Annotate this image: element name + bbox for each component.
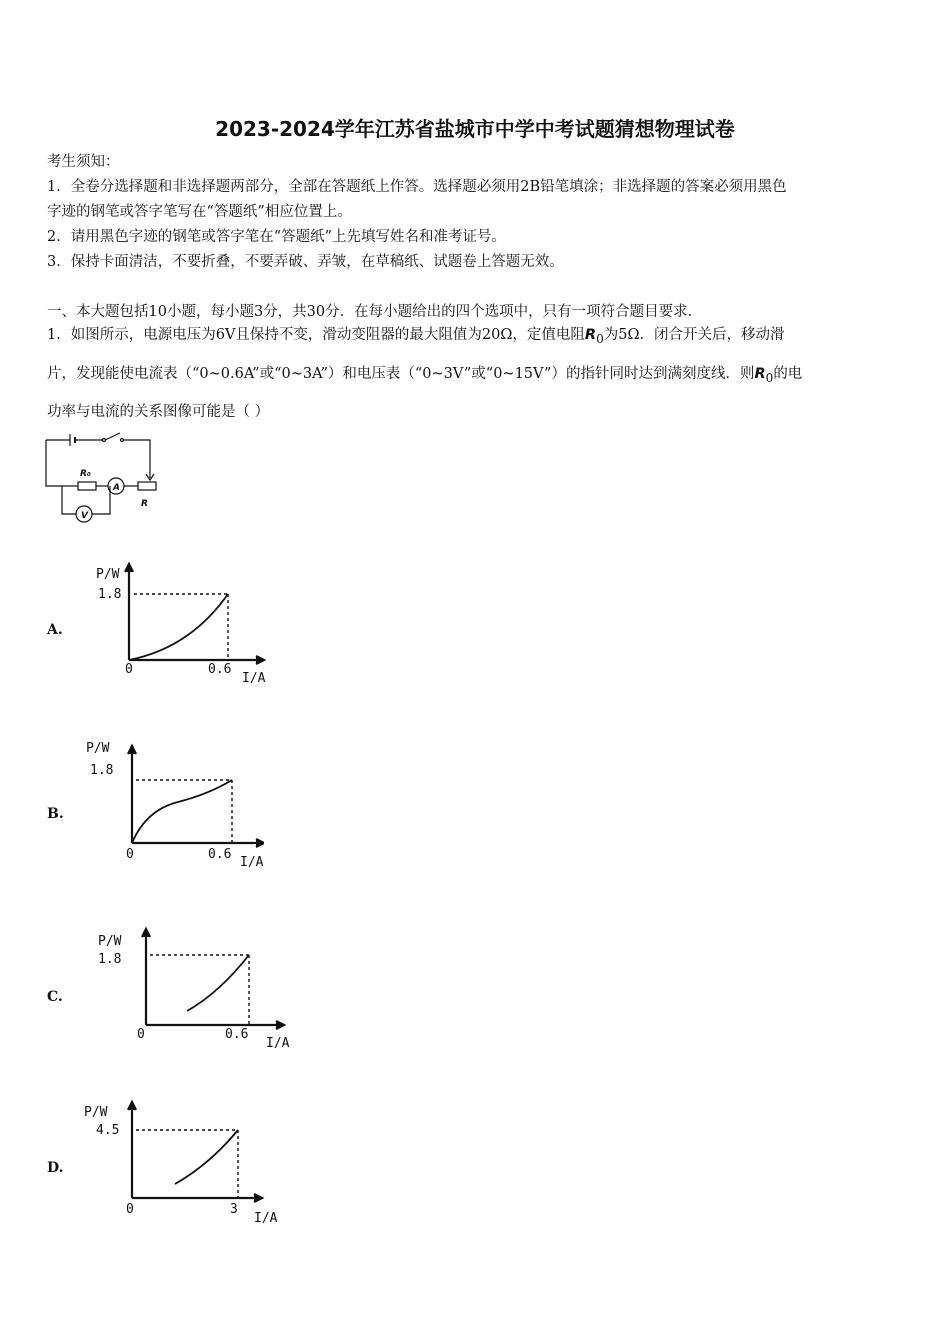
y-max-tick: 4.5 (96, 1123, 120, 1138)
option-a-label[interactable]: A. (47, 622, 63, 638)
r-label: R (141, 499, 148, 509)
option-b-graph (84, 738, 264, 873)
notice-item-1-cont: 字迹的钢笔或答字笔写在“答题纸”相应位置上。 (47, 204, 352, 220)
y-axis-label: P/W (98, 934, 122, 949)
var-sub: 0 (765, 370, 774, 385)
x-max-tick: 0.6 (225, 1027, 249, 1042)
option-a-graph (90, 560, 270, 690)
option-c-label[interactable]: C. (47, 989, 63, 1005)
origin-label: 0 (137, 1027, 145, 1042)
notice-item-2: 2．请用黑色字迹的钢笔或答字笔在“答题纸”上先填写姓名和准考证号。 (47, 229, 507, 245)
origin-label: 0 (126, 847, 134, 862)
option-d-graph (80, 1098, 280, 1228)
y-axis-label: P/W (86, 741, 110, 756)
x-axis-label: I/A (242, 671, 266, 686)
x-axis-label: I/A (254, 1211, 278, 1226)
r0-label: R₀ (80, 469, 91, 479)
question-text: 为5Ω．闭合开关后，移动滑 (603, 327, 785, 343)
origin-label: 0 (125, 662, 133, 677)
x-axis-label: I/A (266, 1036, 290, 1051)
option-b-label[interactable]: B. (47, 806, 64, 822)
notice-item-3: 3．保持卡面清洁，不要折叠，不要弄破、弄皱，在草稿纸、试题卷上答题无效。 (47, 254, 564, 270)
question-line-3: 功率与电流的关系图像可能是（ ） (47, 404, 270, 420)
x-max-tick: 3 (230, 1202, 238, 1217)
question-text: 1．如图所示，电源电压为6V且保持不变，滑动变阻器的最大阻值为20Ω，定值电阻 (47, 327, 585, 343)
option-c-graph (94, 925, 294, 1055)
origin-label: 0 (126, 1202, 134, 1217)
page-title: 2023-2024学年江苏省盐城市中学中考试题猜想物理试卷 (215, 117, 735, 141)
var-sub: 0 (596, 331, 604, 346)
question-text: 的电 (773, 366, 803, 382)
circuit-diagram (40, 428, 170, 523)
ammeter-label: A (113, 483, 120, 493)
voltmeter-label: V (81, 511, 88, 521)
notice-heading: 考生须知： (47, 154, 120, 170)
option-d-label[interactable]: D. (47, 1160, 64, 1176)
var-r: R (754, 366, 766, 382)
y-axis-label: P/W (84, 1105, 108, 1120)
y-axis-label: P/W (96, 567, 120, 582)
question-line-2 (47, 364, 802, 388)
y-max-tick: 1.8 (98, 587, 122, 602)
notice-item-1: 1．全卷分选择题和非选择题两部分，全部在答题纸上作答。选择题必须用2B铅笔填涂；非选择题的答案必须用黑色 (47, 179, 787, 195)
var-r: R (584, 327, 597, 343)
question-line-1 (47, 325, 785, 349)
x-axis-label: I/A (240, 855, 264, 870)
y-max-tick: 1.8 (98, 952, 122, 967)
x-max-tick: 0.6 (208, 662, 232, 677)
x-max-tick: 0.6 (208, 847, 232, 862)
section-heading: 一、本大题包括10小题，每小题3分，共30分．在每小题给出的四个选项中，只有一项符合题目要求． (47, 304, 703, 320)
question-text: 片，发现能使电流表（“0~0.6A”或“0~3A”）和电压表（“0~3V”或“0~15V”）的指针同时达到满刻度线．则 (47, 366, 755, 382)
y-max-tick: 1.8 (90, 763, 114, 778)
